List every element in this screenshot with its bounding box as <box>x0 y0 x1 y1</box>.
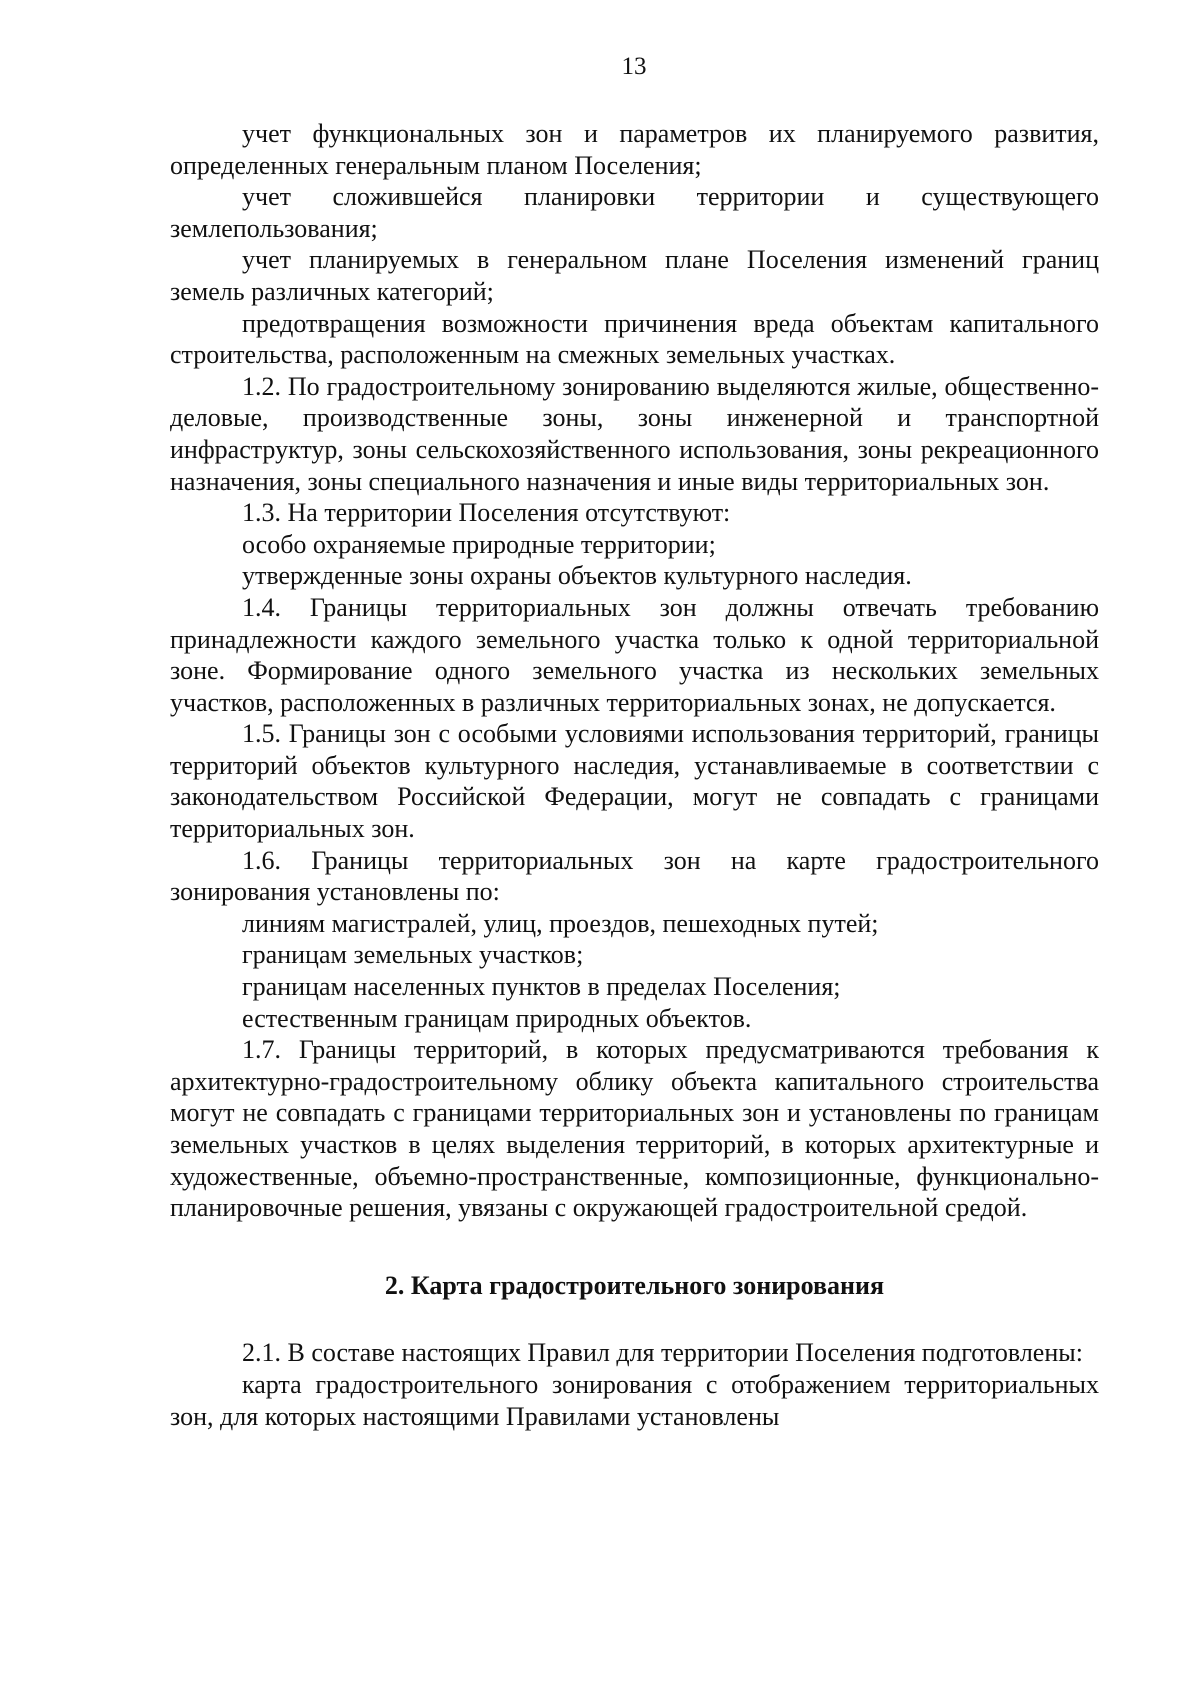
paragraph-1-2: 1.2. По градостроительному зонированию выделяются жилые, общественно-деловые, производственные зоны, зоны инженерной и транспортной инфраструктур, зоны сельскохозяйственного использования, зоны рекреационного назначения, зоны специального назначения и иные виды территориальных зон. <box>170 371 1099 496</box>
paragraph-1-3: 1.3. На территории Поселения отсутствуют: <box>242 498 731 528</box>
list-item: границам населенных пунктов в пределах Поселения; <box>242 972 841 1002</box>
document-body <box>170 118 1099 1432</box>
list-item: границам земельных участков; <box>242 940 584 970</box>
paragraph-zones-accounting: учет функциональных зон и параметров их планируемого развития, определенных генеральным планом Поселения; <box>170 119 1099 180</box>
page-number: 13 <box>621 53 647 80</box>
paragraph-2-1-item: карта градостроительного зонирования с отображением территориальных зон, для которых настоящими Правилами установлены <box>170 1369 1099 1431</box>
paragraph-damage-prevention: предотвращения возможности причинения вреда объектам капитального строительства, расположенным на смежных земельных участках. <box>170 308 1099 370</box>
paragraph-1-5: 1.5. Границы зон с особыми условиями использования территорий, границы территорий объектов культурного наследия, устанавливаемые в соответствии с законодательством Российской Федерации, могут не совпадать с границами территориальных зон. <box>170 719 1099 844</box>
paragraph-2-1: 2.1. В составе настоящих Правил для территории Поселения подготовлены: <box>242 1338 1083 1368</box>
list-item: особо охраняемые природные территории; <box>242 529 716 559</box>
paragraph-1-4: 1.4. Границы территориальных зон должны отвечать требованию принадлежности каждого земельного участка только к одной территориальной зоне. Формирование одного земельного участка из нескольких земельных участков, расположенных в различных территориальных зонах, не допускается. <box>170 592 1099 717</box>
paragraph-land-categories: учет планируемых в генеральном плане Поселения изменений границ земель различных категорий; <box>170 245 1099 306</box>
list-item: утвержденные зоны охраны объектов культурного наследия. <box>242 561 912 591</box>
list-item: естественным границам природных объектов. <box>242 1003 752 1033</box>
paragraph-existing-layout: учет сложившейся планировки территории и существующего землепользования; <box>170 182 1099 243</box>
paragraph-1-7: 1.7. Границы территорий, в которых предусматриваются требования к архитектурно-градостроительному облику объекта капитального строительства могут не совпадать с границами территориальных зон и установлены по границам земельных участков в целях выделения территорий, в которых архитектурные и художественные, объемно-пространственные, композиционные, функционально-планировочные решения, увязаны с окружающей градостроительной средой. <box>170 1035 1099 1223</box>
section-2-heading: 2. Карта градостроительного зонирования <box>384 1270 885 1300</box>
paragraph-1-6: 1.6. Границы территориальных зон на карте градостроительного зонирования установлены по: <box>170 845 1099 907</box>
list-item: линиям магистралей, улиц, проездов, пешеходных путей; <box>242 908 879 938</box>
